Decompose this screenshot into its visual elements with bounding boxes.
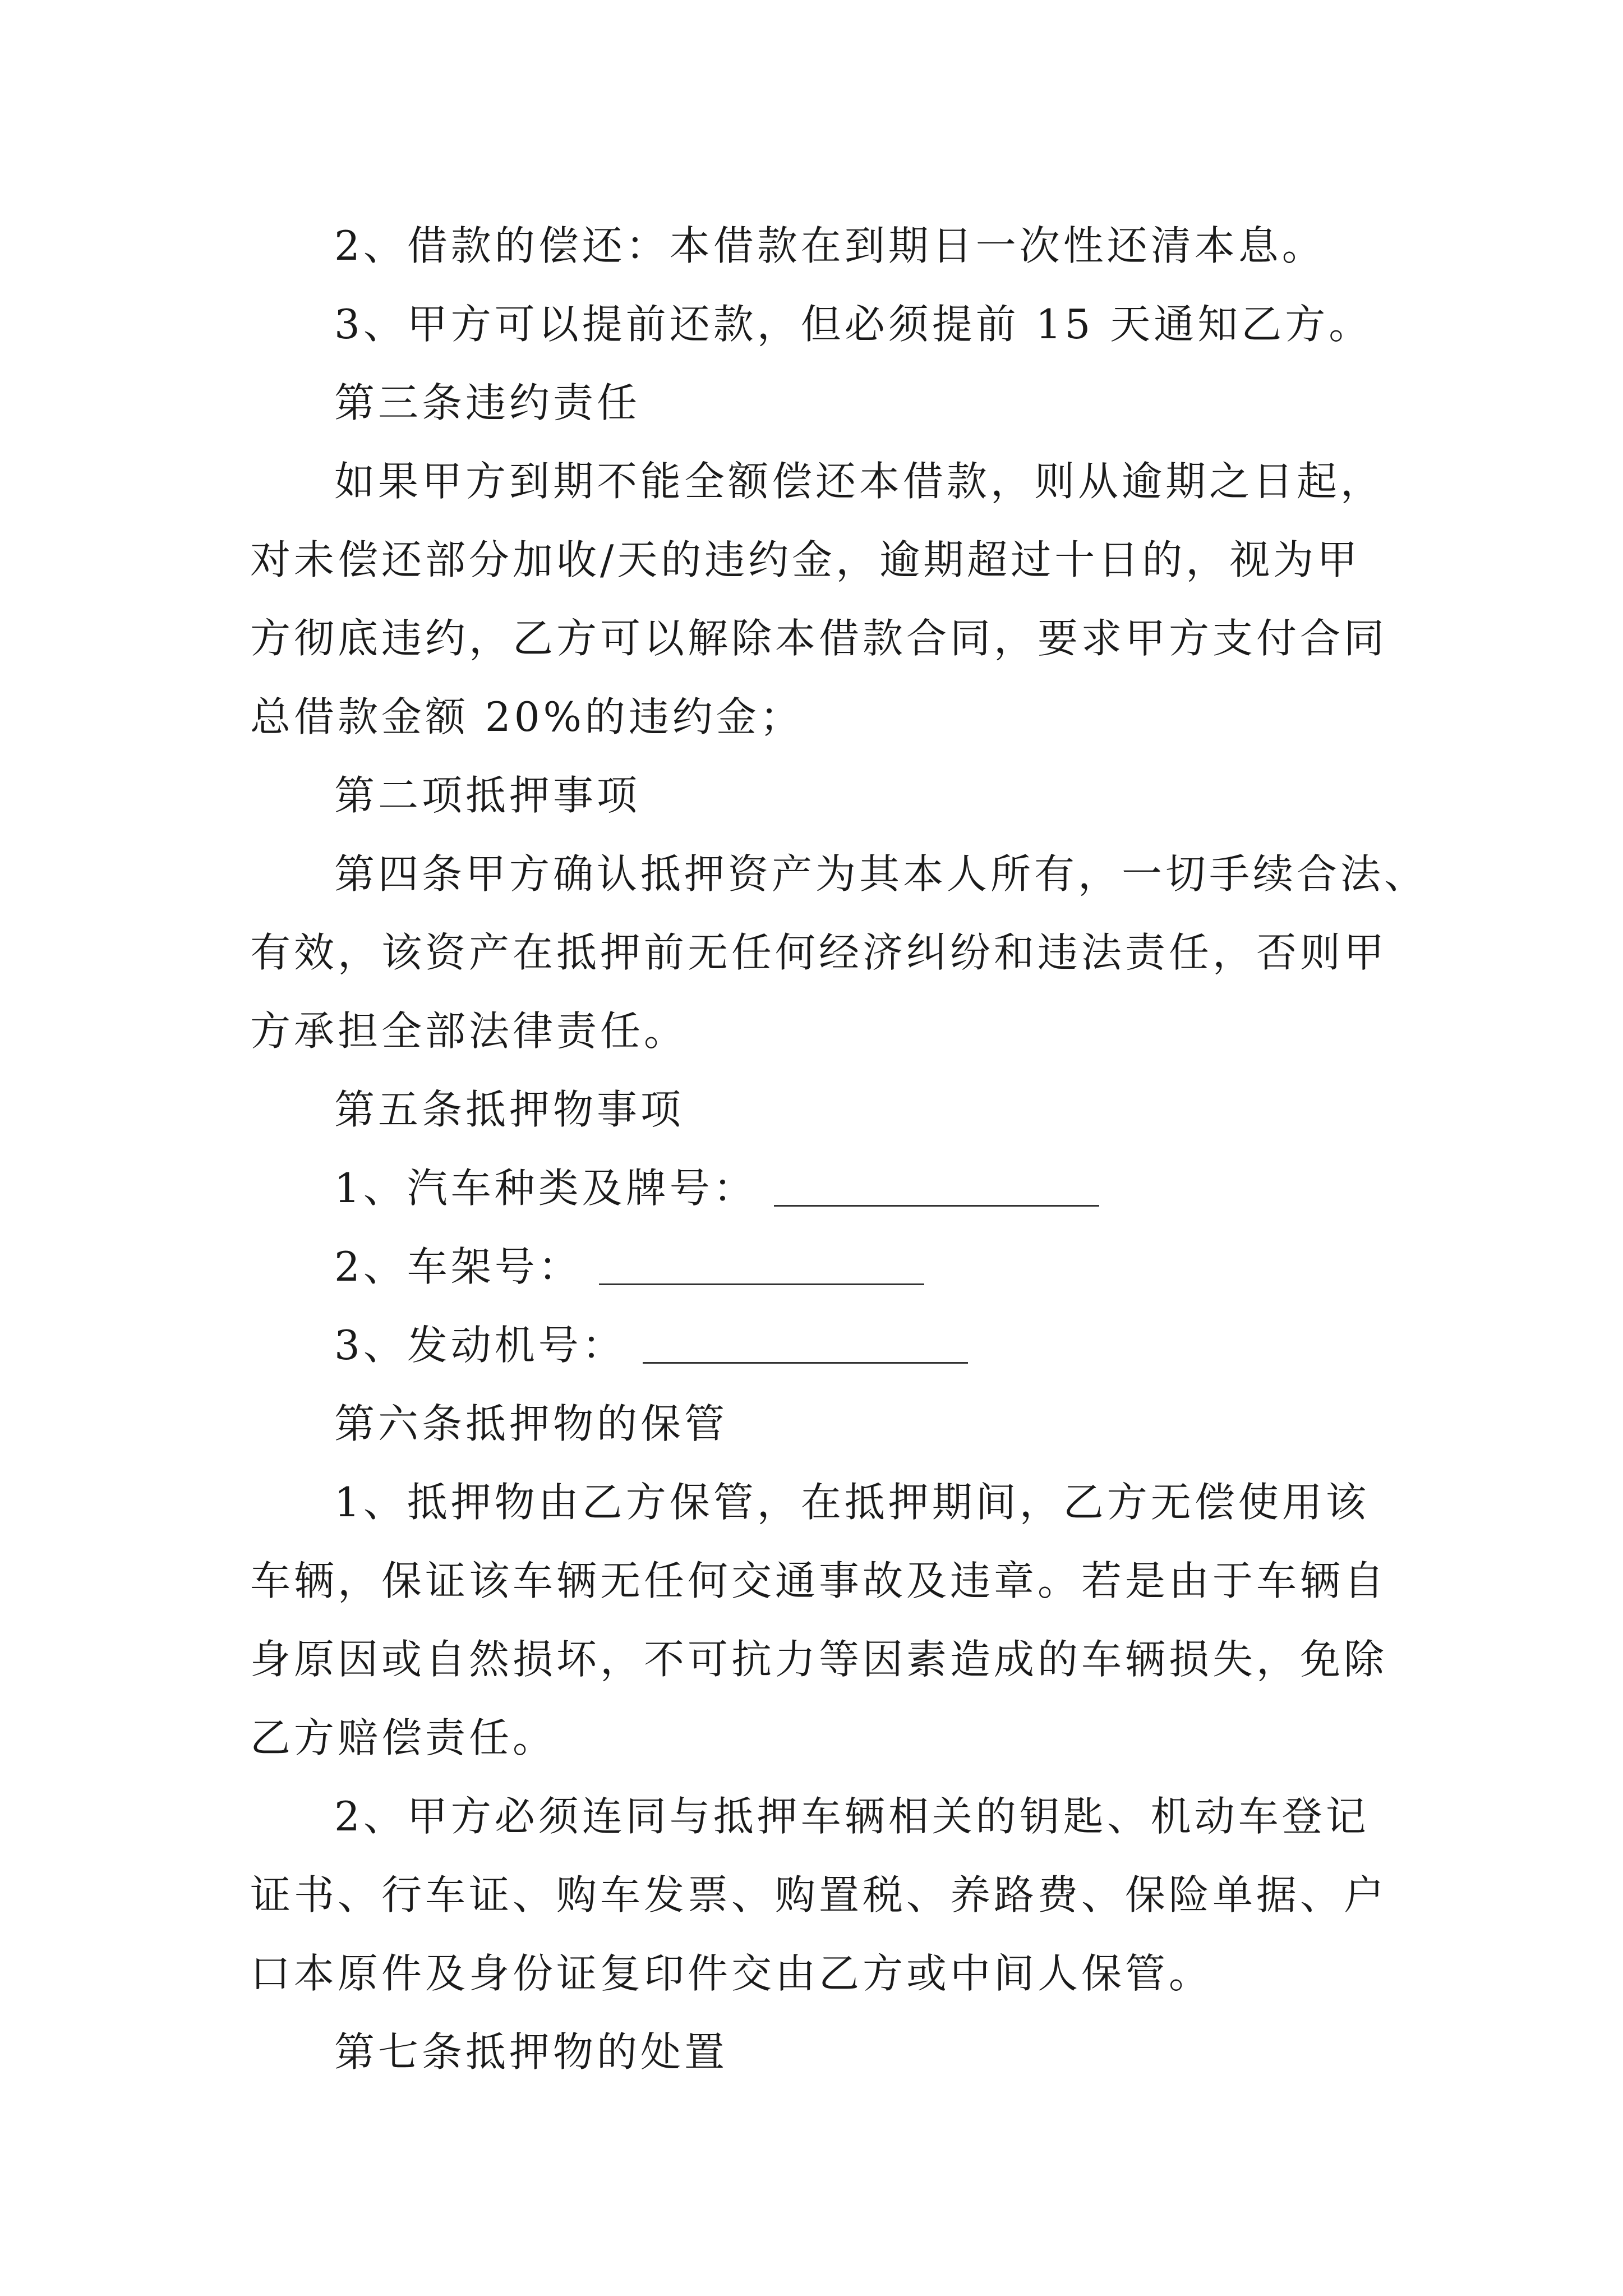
custody-paragraph-line: 1、抵押物由乙方保管，在抵押期间，乙方无偿使用该: [334, 1479, 1370, 1526]
engine-number-field-row: [250, 1306, 1383, 1384]
documents-paragraph-line: 2、甲方必须连同与抵押车辆相关的钥匙、机动车登记: [334, 1793, 1370, 1840]
article-5-heading: 第五条抵押物事项: [334, 1086, 685, 1133]
frame-number-blank[interactable]: [599, 1281, 924, 1285]
documents-paragraph-line: 证书、行车证、购车发票、购置税、养路费、保险单据、户: [250, 1871, 1388, 1918]
breach-paragraph-line: 对未偿还部分加收/天的违约金，逾期超过十日的，视为甲: [250, 536, 1361, 583]
section-2-heading: 第二项抵押事项: [334, 772, 641, 819]
frame-number-field-row: [250, 1227, 1383, 1306]
frame-number-label: 2、车架号：: [334, 1243, 582, 1290]
article-6-heading: 第六条抵押物的保管: [334, 1400, 728, 1447]
vehicle-type-blank[interactable]: [774, 1203, 1099, 1207]
documents-paragraph-line: 口本原件及身份证复印件交由乙方或中间人保管。: [250, 1950, 1213, 1997]
vehicle-type-field-row: [250, 1149, 1383, 1227]
article-3-heading: 第三条违约责任: [334, 379, 641, 426]
vehicle-type-label: 1、汽车种类及牌号：: [334, 1165, 757, 1212]
article-4-paragraph-line: 方承担全部法律责任。: [250, 1007, 688, 1055]
engine-number-label: 3、发动机号：: [334, 1322, 626, 1369]
custody-paragraph-line: 车辆，保证该车辆无任何交通事故及违章。若是由于车辆自: [250, 1557, 1388, 1604]
custody-paragraph-line: 乙方赔偿责任。: [250, 1714, 557, 1761]
engine-number-blank[interactable]: [643, 1360, 968, 1364]
article-7-heading: 第七条抵押物的处置: [334, 2028, 728, 2076]
breach-paragraph-line: 如果甲方到期不能全额偿还本借款，则从逾期之日起，: [334, 458, 1385, 505]
repayment-clause-line: 2、借款的偿还：本借款在到期日一次性还清本息。: [334, 222, 1326, 269]
breach-paragraph-line: 方彻底违约，乙方可以解除本借款合同，要求甲方支付合同: [250, 615, 1388, 662]
custody-paragraph-line: 身原因或自然损坏，不可抗力等因素造成的车辆损失，免除: [250, 1636, 1388, 1683]
document-body: [250, 206, 1428, 2091]
article-4-paragraph-line: 有效，该资产在抵押前无任何经济纠纷和违法责任，否则甲: [250, 929, 1388, 976]
article-4-paragraph-line: 第四条甲方确认抵押资产为其本人所有，一切手续合法、: [334, 850, 1428, 898]
breach-paragraph-line: 总借款金额 20%的违约金；: [250, 693, 804, 740]
early-repayment-clause-line: 3、甲方可以提前还款，但必须提前 15 天通知乙方。: [334, 301, 1373, 348]
